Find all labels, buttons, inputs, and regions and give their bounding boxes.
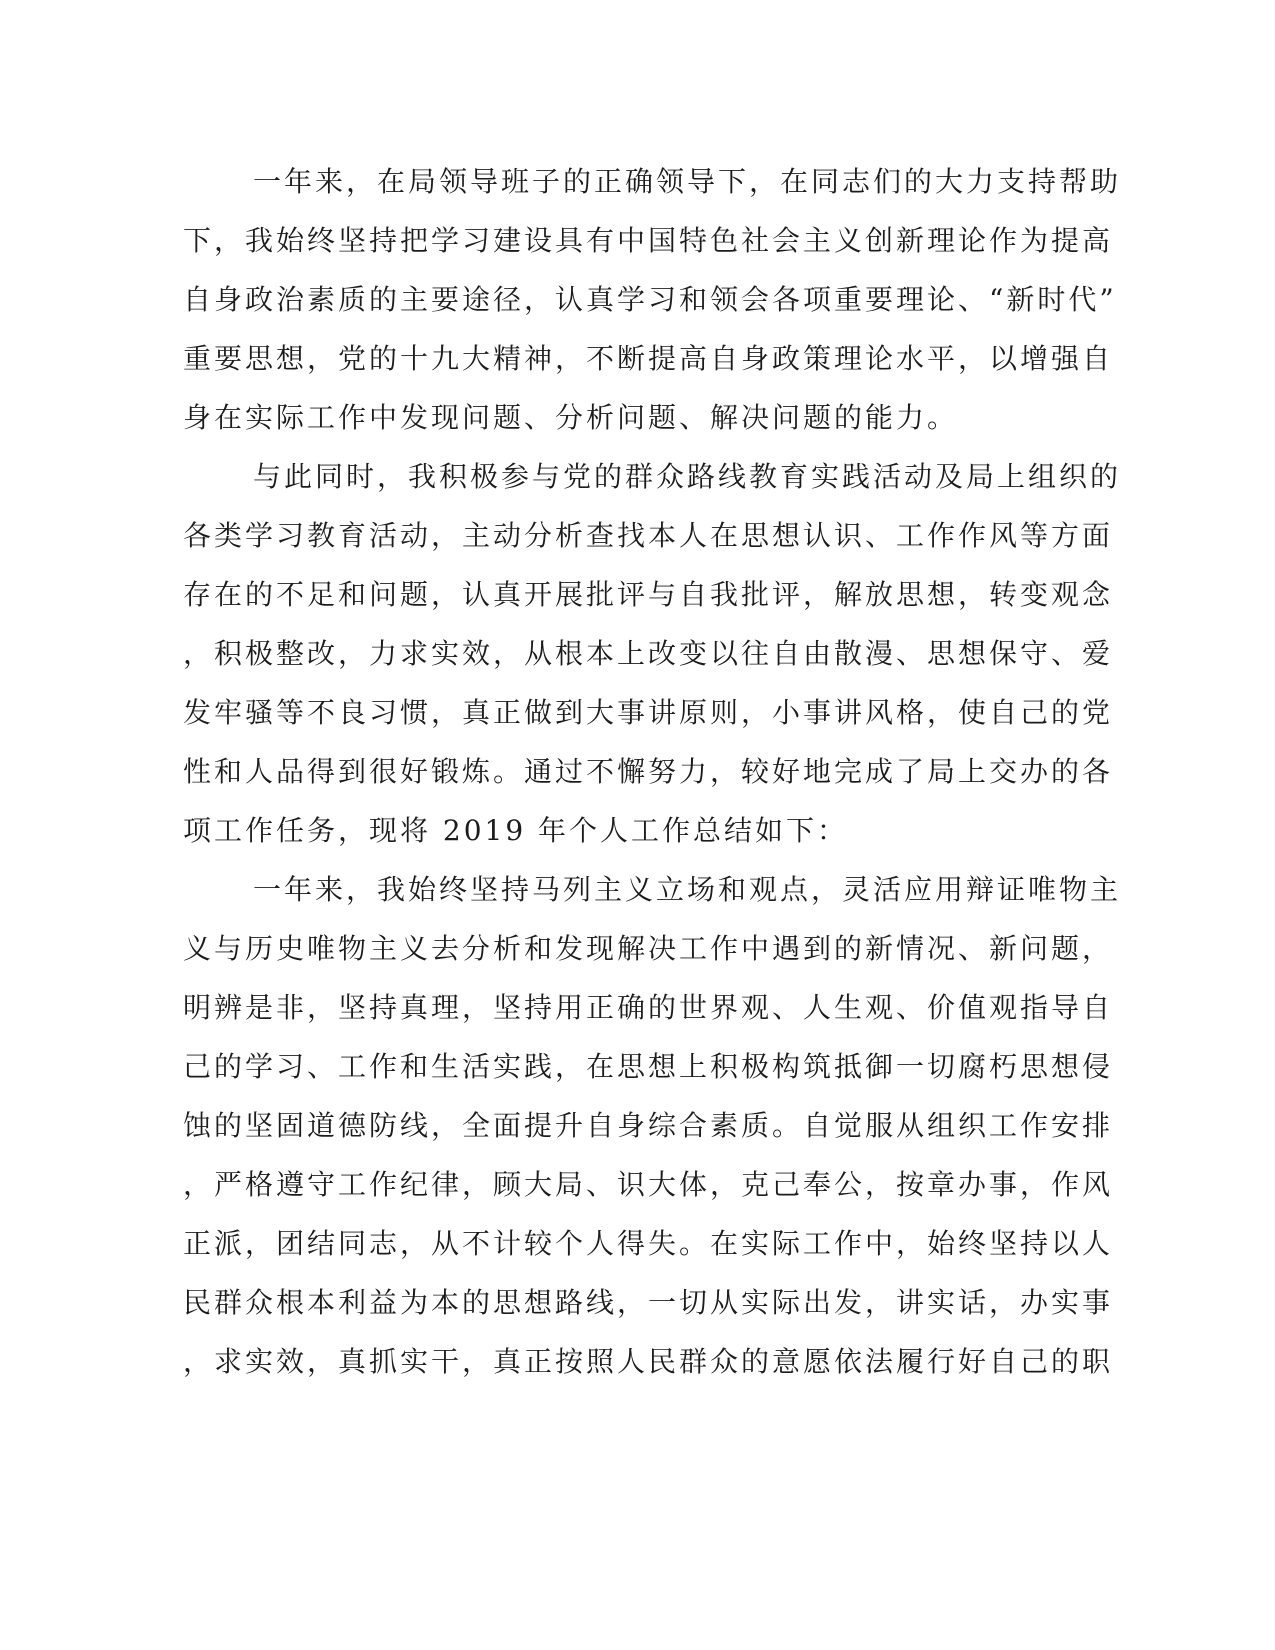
paragraph-1 xyxy=(183,152,1122,447)
text-line: 一年来，在局领导班子的正确领导下，在同志们的大力支持帮助 xyxy=(253,165,1122,198)
text-line: 存在的不足和问题，认真开展批评与自我批评，解放思想，转变观念 xyxy=(183,578,1114,611)
text-line: 身在实际工作中发现问题、分析问题、解决问题的能力。 xyxy=(183,401,959,434)
text-line: 正派，团结同志，从不计较个人得失。在实际工作中，始终坚持以人 xyxy=(183,1227,1114,1260)
text-line: 义与历史唯物主义去分析和发现解决工作中遇到的新情况、新问题， xyxy=(183,932,1114,965)
paragraph-2 xyxy=(183,447,1122,860)
text-line: ，严格遵守工作纪律，顾大局、识大体，克己奉公，按章办事，作风 xyxy=(183,1168,1114,1201)
text-line: 发牢骚等不良习惯，真正做到大事讲原则，小事讲风格，使自己的党 xyxy=(183,696,1114,729)
text-line: 性和人品得到很好锻炼。通过不懈努力，较好地完成了局上交办的各 xyxy=(183,755,1114,788)
text-line: 各类学习教育活动，主动分析查找本人在思想认识、工作作风等方面 xyxy=(183,519,1114,552)
text-line: 下，我始终坚持把学习建设具有中国特色社会主义创新理论作为提高 xyxy=(183,224,1114,257)
text-line: 一年来，我始终坚持马列主义立场和观点，灵活应用辩证唯物主 xyxy=(253,873,1122,906)
text-line: ，积极整改，力求实效，从根本上改变以往自由散漫、思想保守、爱 xyxy=(183,637,1114,670)
text-line: 民群众根本利益为本的思想路线，一切从实际出发，讲实话，办实事 xyxy=(183,1286,1114,1319)
document-body xyxy=(183,152,1122,1391)
text-line: 重要思想，党的十九大精神，不断提高自身政策理论水平，以增强自 xyxy=(183,342,1114,375)
paragraph-3 xyxy=(183,860,1122,1391)
text-line: ，求实效，真抓实干，真正按照人民群众的意愿依法履行好自己的职 xyxy=(183,1345,1114,1378)
text-line: 蚀的坚固道德防线，全面提升自身综合素质。自觉服从组织工作安排 xyxy=(183,1109,1114,1142)
text-line: 与此同时，我积极参与党的群众路线教育实践活动及局上组织的 xyxy=(253,460,1122,493)
text-line: 项工作任务，现将 2019 年个人工作总结如下： xyxy=(183,814,849,847)
text-line: 明辨是非，坚持真理，坚持用正确的世界观、人生观、价值观指导自 xyxy=(183,991,1114,1024)
text-line: 自身政治素质的主要途径，认真学习和领会各项重要理论、“新时代” xyxy=(183,283,1117,316)
text-line: 己的学习、工作和生活实践，在思想上积极构筑抵御一切腐朽思想侵 xyxy=(183,1050,1114,1083)
